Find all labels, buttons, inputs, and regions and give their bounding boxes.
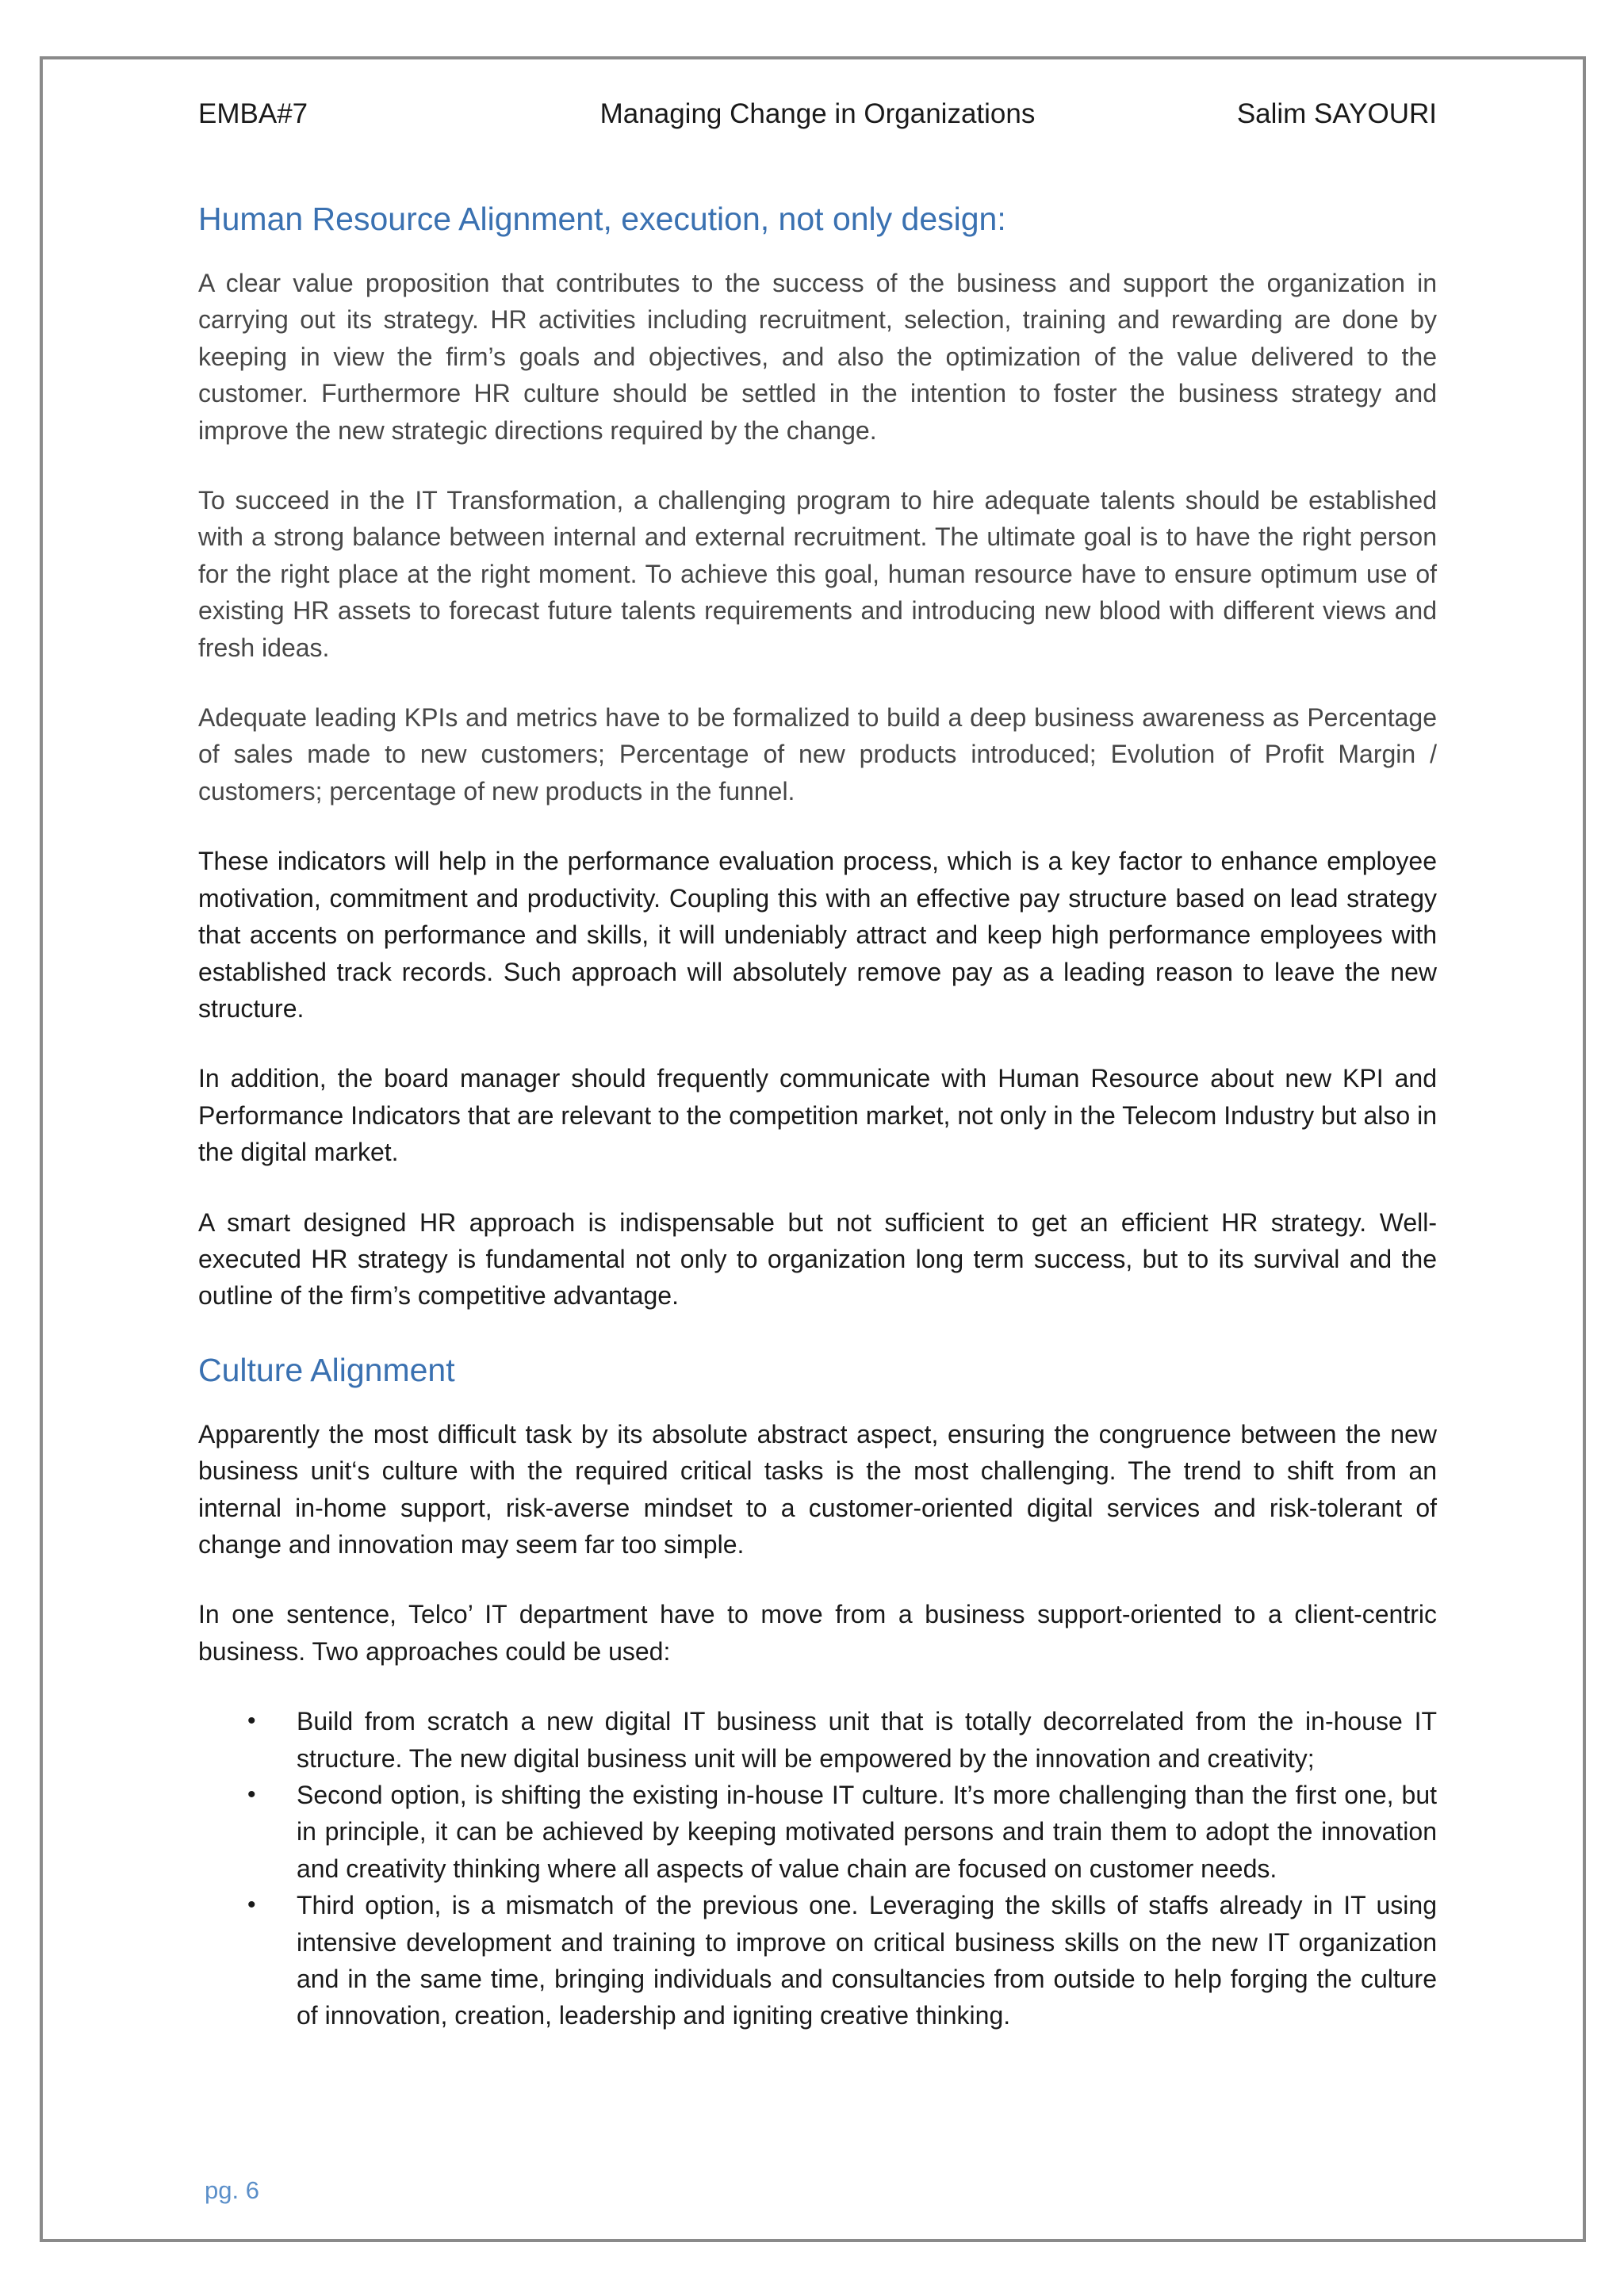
paragraph: Adequate leading KPIs and metrics have to be formalized to build a deep business awareness as Percentage of sales made to new customers; Percentage of new products introduced; Evolution of Profit Margin / customers; percentage of new products in the funnel. [198,703,1437,806]
list-item-text: Build from scratch a new digital IT business unit that is totally decorrelated from the in-house IT structure. The new digital business unit will be empowered by the innovation and creativity; [297,1707,1437,1773]
list-item [198,1887,1437,2034]
header-course: EMBA#7 [198,98,308,129]
list-item [198,1703,1437,1777]
paragraph: A smart designed HR approach is indispensable but not sufficient to get an efficient HR strategy. Well-executed HR strategy is fundamental not only to organization long term success, but to its survival and the outline of the firm’s competitive advantage. [198,1207,1437,1311]
paragraph: These indicators will help in the performance evaluation process, which is a key factor to enhance employee motivation, commitment and productivity. Coupling this with an effective pay structure based on lead strategy that accents on performance and skills, it will undeniably attract and keep high performance employees with established track records. Such approach will absolutely remove pay as a leading reason to leave the new structure. [198,847,1437,1023]
paragraph: In one sentence, Telco’ IT department have to move from a business support-oriented to a client-centric business. Two approaches could be used: [198,1600,1437,1666]
bullet-icon: • [247,1708,256,1735]
document-body [198,197,1437,2034]
section-title-culture-alignment: Culture Alignment [198,1351,455,1388]
list-item-text: Third option, is a mismatch of the previous one. Leveraging the skills of staffs already in IT using intensive development and training to improve on critical business skills on the new IT organization and in the same time, bringing individuals and consultancies from outside to help forging the culture of innovation, creation, leadership and igniting creative thinking. [297,1891,1437,2030]
bullet-icon: • [247,1892,256,1919]
paragraph: In addition, the board manager should frequently communicate with Human Resource about new KPI and Performance Indicators that are relevant to the competition market, not only in the Telecom Industry but also in the digital market. [198,1064,1437,1167]
paragraph: A clear value proposition that contributes to the success of the business and support the organization in carrying out its strategy. HR activities including recruitment, selection, training and rewarding are done by keeping in view the firm’s goals and objectives, and also the optimization of the value delivered to the customer. Furthermore HR culture should be settled in the intention to foster the business strategy and improve the new strategic directions required by the change. [198,269,1437,445]
page-number: pg. 6 [205,2176,259,2204]
paragraph: Apparently the most difficult task by its absolute abstract aspect, ensuring the congruence between the new business unit‘s culture with the required critical tasks is the most challenging. The trend to shift from an internal in-home support, risk-averse mindset to a customer-oriented digital services and risk-tolerant of change and innovation may seem far too simple. [198,1419,1437,1559]
approach-list [198,1703,1437,2034]
paragraph: To succeed in the IT Transformation, a challenging program to hire adequate talents should be established with a strong balance between internal and external recruitment. The ultimate goal is to have the right person for the right place at the right moment. To achieve this goal, human resource have to ensure optimum use of existing HR assets to forecast future talents requirements and introducing new blood with different views and fresh ideas. [198,486,1437,662]
section-title-hr-alignment: Human Resource Alignment, execution, not only design: [198,201,1006,237]
list-item-text: Second option, is shifting the existing in-house IT culture. It’s more challenging than the first one, but in principle, it can be achieved by keeping motivated persons and train them to adopt the innovation and creativity thinking where all aspects of value chain are focused on customer needs. [297,1781,1437,1883]
page-header [198,98,1437,136]
header-title: Managing Change in Organizations [599,98,1036,129]
bullet-icon: • [247,1781,256,1808]
header-author: Salim SAYOURI [1236,98,1437,129]
list-item [198,1777,1437,1887]
